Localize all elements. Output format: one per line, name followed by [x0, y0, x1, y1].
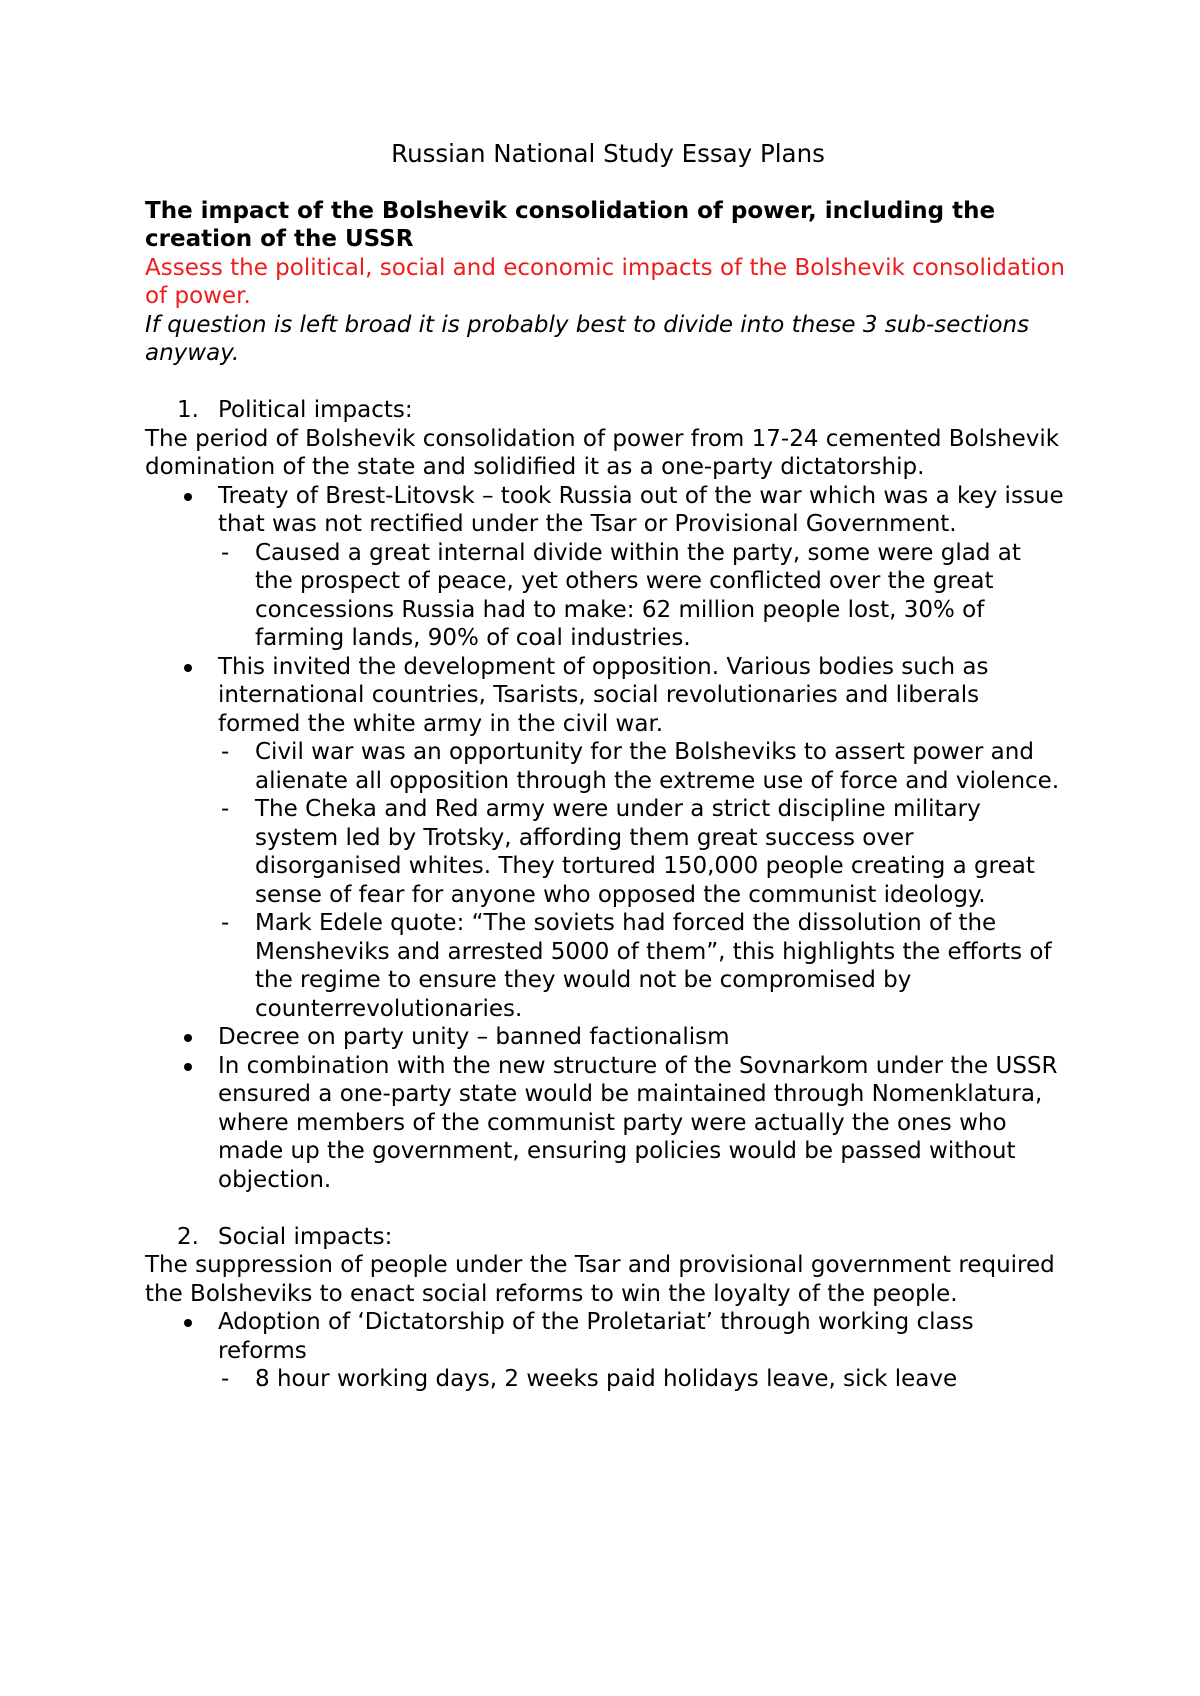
sub-point-text: 8 hour working days, 2 weeks paid holidays leave, sick leave: [255, 1366, 958, 1392]
essay-prompt: Assess the political, social and economic impacts of the Bolshevik consolidation of power.: [145, 254, 1065, 309]
dash-icon: -: [221, 739, 230, 765]
section-heading: [145, 396, 1065, 425]
bullet-icon: [184, 1063, 192, 1071]
sub-point-text: The Cheka and Red army were under a strict discipline military system led by Trotsky, affording them great success over disorganised whites. They tortured 150,000 people creating a great sense of fear for anyone who opposed the communist ideology.: [255, 796, 1035, 908]
dash-icon: -: [221, 539, 230, 566]
bullet-icon: [184, 1034, 192, 1042]
bullet-text: Decree on party unity – banned factionalism: [218, 1024, 730, 1050]
section-intro: The period of Bolshevik consolidation of power from 17-24 cemented Bolshevik domination of the state and solidified it as a one-party dictatorship.: [145, 425, 1060, 480]
bullet-icon: [184, 493, 192, 501]
section-title: Political impacts:: [218, 397, 413, 423]
bullet-item: [145, 1052, 1065, 1195]
section-political: [145, 396, 1065, 1194]
section-social: [145, 1223, 1065, 1394]
dash-icon: -: [221, 1366, 230, 1392]
sub-point: [145, 539, 1065, 653]
document-title: Russian National Study Essay Plans: [391, 139, 825, 168]
dash-icon: -: [221, 796, 230, 822]
sub-point: [145, 738, 1065, 795]
bullet-text: Adoption of ‘Dictatorship of the Proletariat’ through working class reforms: [218, 1309, 974, 1364]
sub-point-text: Civil war was an opportunity for the Bolsheviks to assert power and alienate all opposition through the extreme use of force and violence.: [255, 739, 1060, 794]
bullet-icon: [184, 1319, 192, 1327]
section-intro: The suppression of people under the Tsar and provisional government required the Bolsheviks to enact social reforms to win the loyalty of the people.: [145, 1252, 1055, 1307]
sub-point-text: Caused a great internal divide within the party, some were glad at the prospect of peace, yet others were conflicted over the great concessions Russia had to make: 62 million people lost, 30% of farming lands, 90% of coal industries.: [255, 539, 1021, 651]
document-page: [145, 140, 1065, 1394]
sub-point-text: Mark Edele quote: “The soviets had forced the dissolution of the Mensheviks and arrested 5000 of them”, this highlights the efforts of the regime to ensure they would not be compromised by counterrevolutionaries.: [255, 910, 1052, 1022]
section-heading: [145, 1223, 1065, 1252]
essay-heading: The impact of the Bolshevik consolidation of power, including the creation of the USSR: [145, 197, 996, 252]
dash-icon: -: [221, 910, 230, 936]
section-title: Social impacts:: [218, 1223, 393, 1250]
sub-point: [145, 1365, 1065, 1394]
bullet-item: [145, 1308, 1065, 1365]
bullet-item: [145, 653, 1065, 739]
section-number: 2.: [177, 1223, 199, 1250]
essay-note: If question is left broad it is probably best to divide into these 3 sub-sections anyway.: [145, 311, 1030, 366]
bullet-text: Treaty of Brest-Litovsk – took Russia out of the war which was a key issue that was not rectified under the Tsar or Provisional Government.: [218, 482, 1064, 537]
section-number: 1.: [177, 397, 199, 423]
sub-point: [145, 909, 1065, 1023]
bullet-item: [145, 482, 1065, 539]
bullet-icon: [184, 664, 192, 672]
sub-point: [145, 795, 1065, 909]
bullet-text: This invited the development of opposition. Various bodies such as international countries, Tsarists, social revolutionaries and liberals formed the white army in the civil war.: [218, 653, 989, 737]
bullet-item: [145, 1023, 1065, 1052]
bullet-text: In combination with the new structure of the Sovnarkom under the USSR ensured a one-party state would be maintained through Nomenklatura, where members of the communist party were actually the ones who made up the government, ensuring policies would be passed without objection.: [218, 1052, 1058, 1193]
